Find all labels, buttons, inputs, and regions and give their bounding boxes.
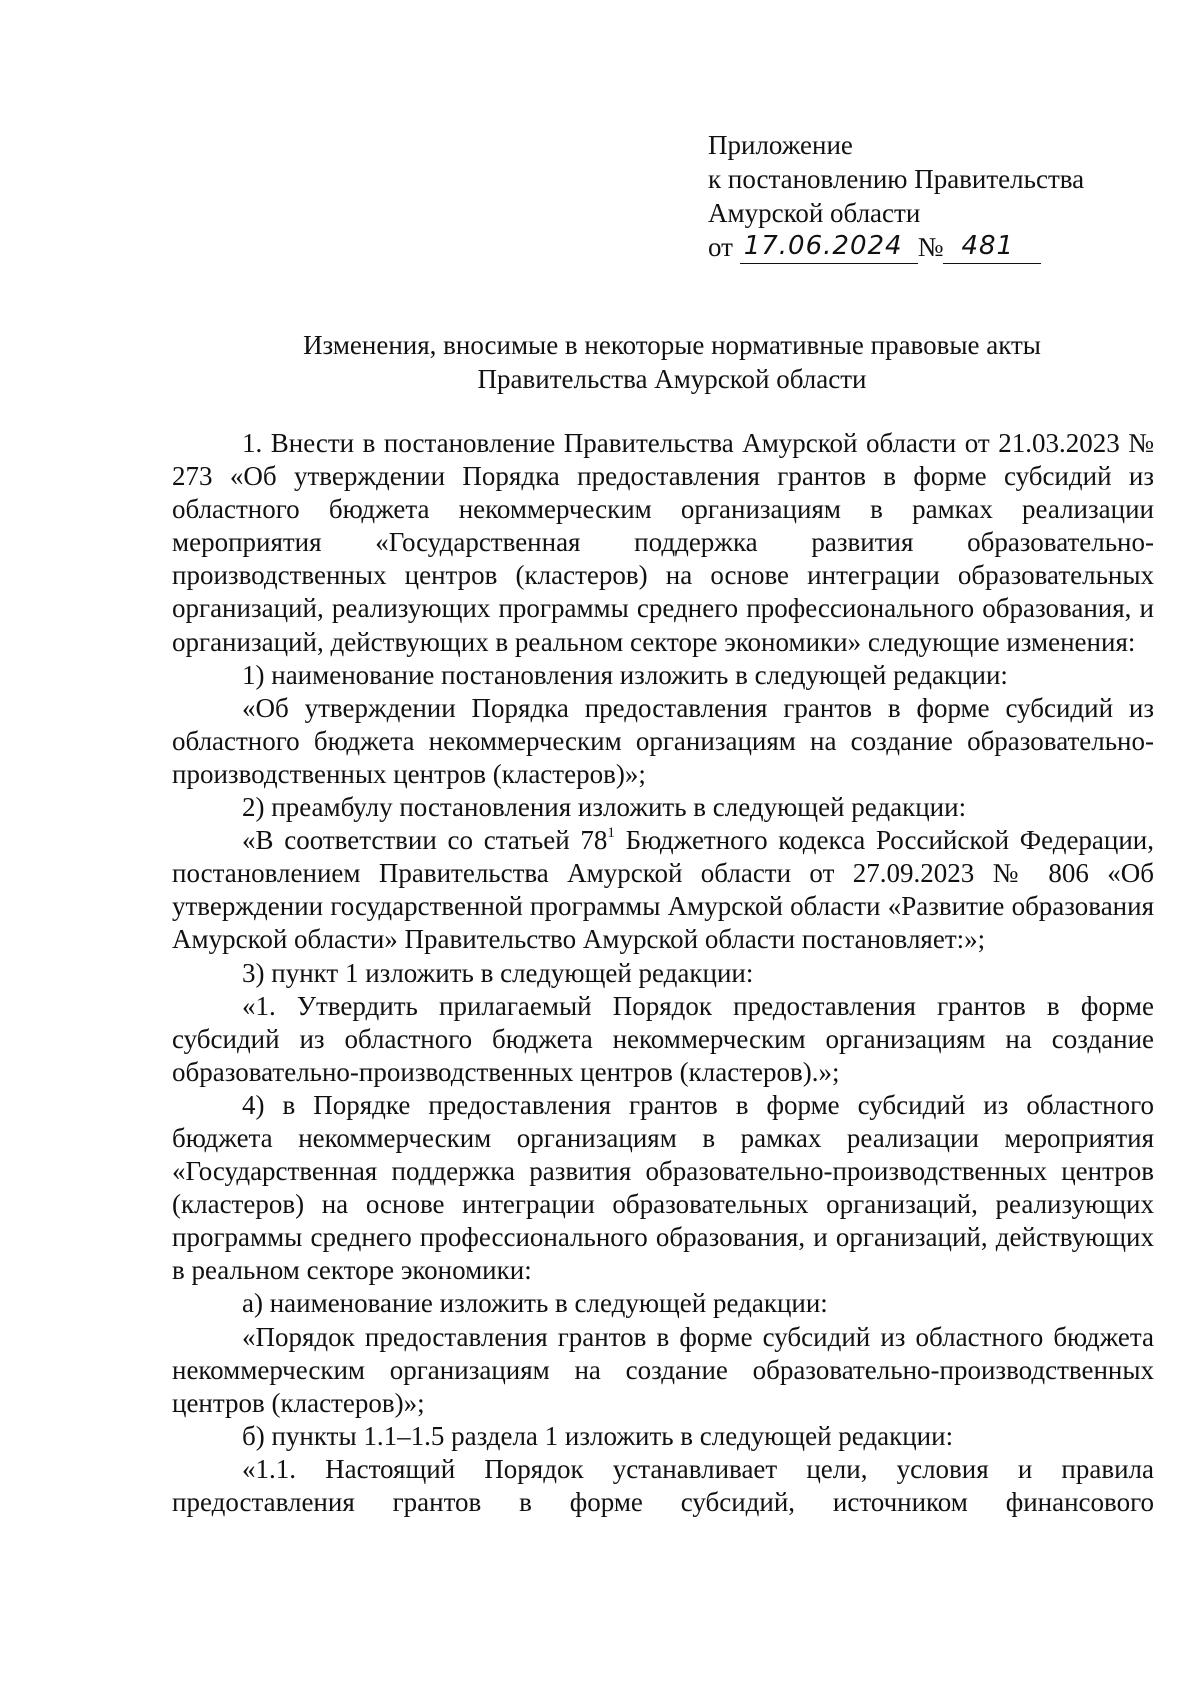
paragraph-5-end: Бюджетного кодекса Российской Федерации, постановлением Правительства Амурской области от 27.09.2023 № 806 «Об утверждении государственной программы Амурской области «Развитие образования Амурской области» Правительство Амурской области постановляет:»; xyxy=(172,825,1155,955)
date-prefix: от xyxy=(708,232,733,262)
paragraph-2: 1) наименование постановления изложить в следующей редакции: xyxy=(242,659,1008,690)
handwritten-number: 481 xyxy=(961,231,1015,261)
paragraph-3: «Об утверждении Порядка предоставления грантов в форме субсидий из областного бюджета некоммерческим организациям на создание образовательно-производственных центров (кластеров)»; xyxy=(172,692,1154,789)
appendix-line-1: Приложение xyxy=(708,130,853,160)
title-line-1: Изменения, вносимые в некоторые нормативные правовые акты xyxy=(303,330,1041,360)
paragraph-10: «Порядок предоставления грантов в форме субсидий из областного бюджета некоммерческим организациям на создание образовательно-производственных центров (кластеров)»; xyxy=(172,1321,1154,1418)
number-sign: № xyxy=(917,232,944,262)
paragraph-5 xyxy=(172,824,1154,956)
document-title xyxy=(172,328,1172,396)
paragraph-4: 2) преамбулу постановления изложить в следующей редакции: xyxy=(242,792,967,823)
appendix-block xyxy=(708,128,1138,264)
paragraph-11: б) пункты 1.1–1.5 раздела 1 изложить в следующей редакции: xyxy=(242,1420,954,1451)
date-field xyxy=(740,233,918,264)
paragraph-12: «1.1. Настоящий Порядок устанавливает цели, условия и правила предоставления грантов в форме субсидий, источником финансового xyxy=(172,1453,1154,1517)
paragraph-6: 3) пункт 1 изложить в следующей редакции: xyxy=(242,957,754,988)
paragraph-1: 1. Внести в постановление Правительства Амурской области от 21.03.2023 № 273 «Об утверждении Порядка предоставления грантов в форме субсидий из областного бюджета некоммерческим организациям в рамках реализации мероприятия «Государственная поддержка развития образовательно-производственных центров (кластеров) на основе интеграции образовательных организаций, реализующих программы среднего профессионального образования, и организаций, действующих в реальном секторе экономики» следующие изменения: xyxy=(172,428,1154,657)
number-field xyxy=(943,233,1041,264)
paragraph-7: «1. Утвердить прилагаемый Порядок предоставления грантов в форме субсидий из областного бюджета некоммерческим организациям на создание образовательно-производственных центров (кластеров).»; xyxy=(172,990,1154,1087)
handwritten-date: 17.06.2024 xyxy=(743,231,903,261)
title-line-2: Правительства Амурской области xyxy=(477,364,867,394)
document-body xyxy=(172,427,1154,1519)
paragraph-5-start: «В соответствии со статьей 78 xyxy=(242,825,608,856)
paragraph-9: а) наименование изложить в следующей редакции: xyxy=(242,1288,828,1319)
article-superscript: 1 xyxy=(607,825,615,842)
paragraph-8: 4) в Порядке предоставления грантов в форме субсидий из областного бюджета некоммерческим организациям в рамках реализации мероприятия «Государственная поддержка развития образовательно-производственных центров (кластеров) на основе интеграции образовательных организаций, реализующих программы среднего профессионального образования, и организаций, действующих в реальном секторе экономики: xyxy=(172,1089,1154,1286)
appendix-line-3: Амурской области xyxy=(708,198,921,228)
appendix-date-line xyxy=(708,230,1138,264)
appendix-line-2: к постановлению Правительства xyxy=(708,164,1085,194)
